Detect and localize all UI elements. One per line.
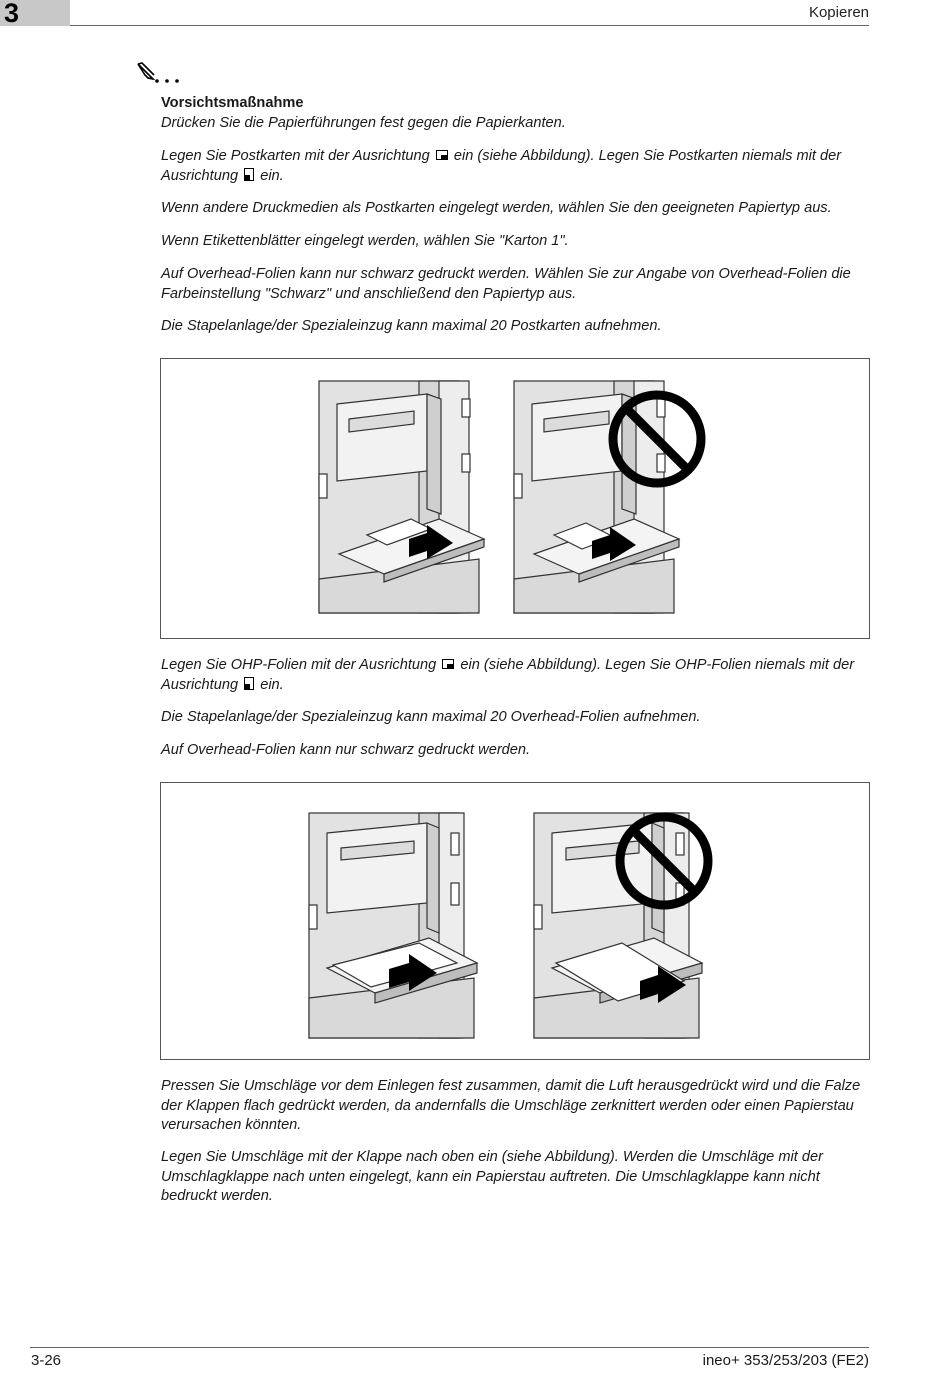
envelope-flap-text (161, 1148, 871, 1207)
postcard-capacity-text (161, 317, 871, 337)
chapter-tab (0, 0, 70, 26)
section-title: Kopieren (808, 4, 869, 21)
postcard-paragraph-1 (161, 147, 871, 186)
envelope-paragraph-1: Pressen Sie Umschläge vor dem Einlegen fest zusammen, damit die Luft herausgedrückt wird und die Falze der Klappen flach gedrückt werden, da andernfalls die Umschläge zerknittert werden oder einen Papierstau verursachen könnten. (161, 1078, 861, 1133)
postcard-paragraph-5: Die Stapelanlage/der Spezialeinzug kann maximal 20 Postkarten aufnehmen. (161, 318, 662, 334)
page-number: 3-26 (31, 1352, 62, 1369)
postcard-paragraph-3: Wenn Etikettenblätter eingelegt werden, wählen Sie "Karton 1". (161, 233, 569, 249)
postcard-loading-figure (160, 358, 870, 639)
text-fragment: ein. (260, 676, 284, 693)
text-fragment: ein (siehe Abbildung). Legen Sie Postkarten niemals mit der Ausrichtung (161, 148, 842, 184)
postcard-paper-type-text (161, 199, 871, 219)
overhead-color-text (161, 265, 871, 304)
text-fragment: Legen Sie OHP-Folien mit der Ausrichtung (161, 657, 437, 673)
portrait-orientation-icon (244, 168, 254, 181)
postcard-orientation-text (161, 147, 871, 186)
chapter-number: 3 (4, 0, 20, 28)
envelope-paragraph-2: Legen Sie Umschläge mit der Klappe nach oben ein (siehe Abbildung). Werden die Umschläge mit der Umschlagklappe nach unten eingelegt, kann ein Papierstau auftreten. Die Umschlagklappe kann nicht bedruckt werden. (161, 1149, 823, 1204)
ohp-loading-figure (160, 782, 870, 1060)
text-fragment: ein. (260, 167, 284, 184)
ohp-paragraph-1 (161, 656, 871, 695)
postcard-paragraph-4: Auf Overhead-Folien kann nur schwarz gedruckt werden. Wählen Sie zur Angabe von Overhead-Folien die Farbeinstellung "Schwarz" und anschließend den Papiertyp aus. (161, 266, 851, 302)
ohp-orientation-text (161, 656, 871, 695)
landscape-orientation-icon (442, 658, 454, 670)
note-text (161, 114, 871, 134)
ohp-paragraph-2: Die Stapelanlage/der Spezialeinzug kann maximal 20 Overhead-Folien aufnehmen. (161, 709, 701, 725)
product-name: ineo+ 353/253/203 (FE2) (702, 1352, 869, 1369)
ohp-paragraph-3: Auf Overhead-Folien kann nur schwarz gedruckt werden. (161, 742, 531, 758)
header-divider (70, 25, 869, 26)
envelope-press-text (161, 1077, 871, 1136)
note-paragraph: Drücken Sie die Papierführungen fest gegen die Papierkanten. (161, 115, 566, 131)
text-fragment: ein (siehe Abbildung). Legen Sie OHP-Folien niemals mit der Ausrichtung (161, 657, 855, 693)
pencil-note-icon (135, 60, 195, 90)
note-title: Vorsichtsmaßnahme (161, 95, 304, 111)
postcard-loading-illustration (161, 359, 869, 638)
ohp-black-only-text (161, 741, 871, 761)
landscape-orientation-icon (436, 149, 448, 161)
postcard-paragraph-2: Wenn andere Druckmedien als Postkarten eingelegt werden, wählen Sie den geeigneten Papiertyp aus. (161, 200, 832, 216)
ohp-loading-illustration (161, 783, 869, 1059)
portrait-orientation-icon (244, 677, 254, 690)
ohp-capacity-text (161, 708, 871, 728)
label-sheet-text (161, 232, 871, 252)
footer-divider (30, 1347, 869, 1348)
text-fragment: Legen Sie Postkarten mit der Ausrichtung (161, 148, 430, 164)
